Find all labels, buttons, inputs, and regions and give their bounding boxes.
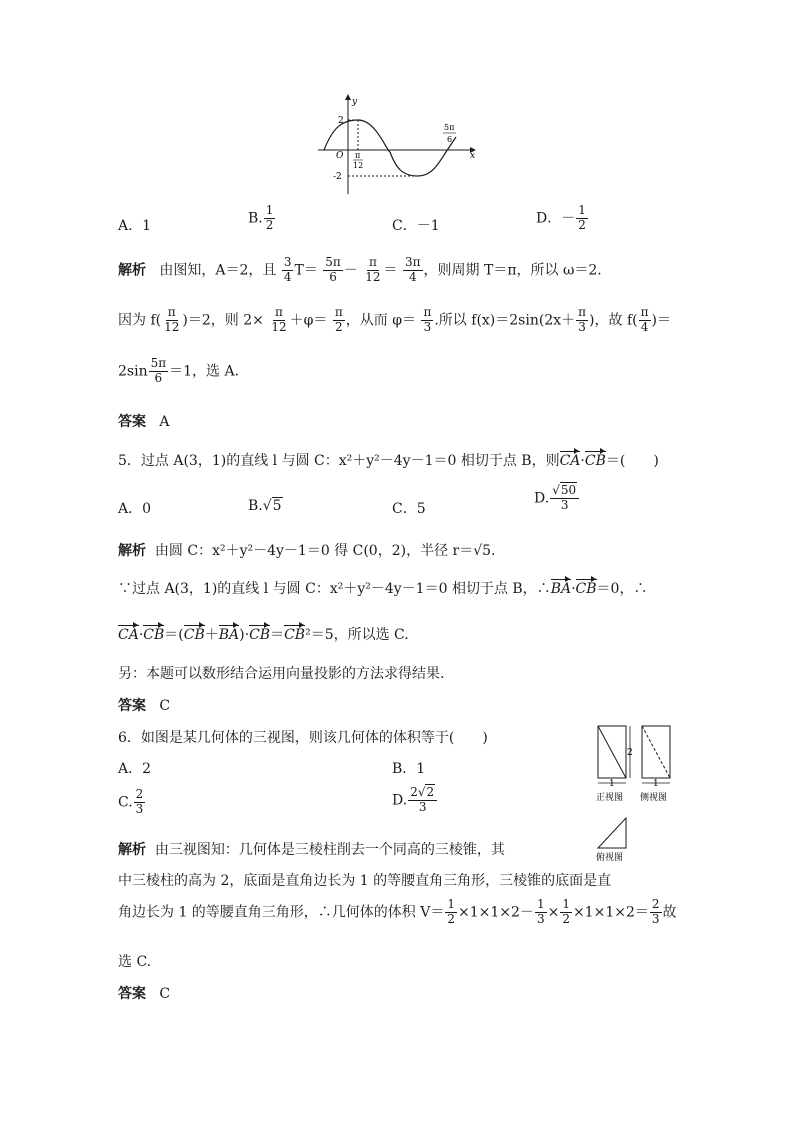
sine-graph bbox=[310, 90, 490, 198]
q5-analysis-line2: ∵过点 A(3，1)的直线 l 与圆 C：x²＋y²－4y－1＝0 相切于点 B，∴BA·CB＝0，∴ bbox=[118, 581, 648, 597]
q6-analysis-line3: 角边长为 1 的等腰直角三角形，∴几何体的体积 V＝ $\frac{1}{2}$ ×1×1×2－ $\frac{1}{3}$ × $\frac{1}{2}$ ×1×1×2＝ $\frac{2}{3}$ 故 bbox=[118, 897, 677, 926]
top-view-caption: 俯视图 bbox=[596, 853, 624, 862]
q5-analysis-line1: 解析 由圆 C：x²＋y²－4y－1＝0 得 C(0，2)，半径 r＝√5. bbox=[118, 543, 496, 559]
q5-analysis-line3: CA·CB＝(CB＋BA)·CB＝CB²＝5，所以选 C. bbox=[118, 627, 409, 643]
q6-analysis-line4: 选 C. bbox=[118, 954, 152, 970]
height-dim-label: 2 bbox=[627, 748, 633, 758]
q4-analysis-line2: 因为 f( $\frac{\pi}{12}$ )＝2，则 2× $\frac{\pi}{12}$ ＋φ＝ $\frac{\pi}{2}$ ，从而 φ＝ $\frac{\pi}{3}$ .所以 f(x)＝2sin(2x＋ $\frac{\pi}{3}$ )，故 f( $\frac{\pi}{4}$ )＝ bbox=[118, 305, 671, 334]
y-axis-label: y bbox=[352, 97, 358, 107]
end-num: 5π bbox=[444, 123, 455, 132]
q4-answer: 答案 A bbox=[118, 414, 170, 430]
q4-option-d: D．－ $\frac{1}{2}$ bbox=[536, 203, 586, 232]
front-view-caption: 正视图 bbox=[596, 793, 624, 803]
q6-analysis-line1: 解析 由三视图知：几何体是三棱柱削去一个同高的三棱锥，其 bbox=[118, 842, 505, 858]
q6-option-c: C. $\frac{2}{3}$ bbox=[118, 787, 144, 816]
q6-option-d: D. $\frac{2√2}{3}$ bbox=[392, 786, 438, 815]
q5-option-b: B.√5 bbox=[248, 498, 282, 514]
three-views-figure bbox=[592, 720, 682, 862]
q6-option-a: A．2 bbox=[118, 761, 152, 777]
side-width-label: 1 bbox=[653, 779, 659, 789]
q6-stem: 6．如图是某几何体的三视图，则该几何体的体积等于( ) bbox=[118, 730, 488, 746]
y-axis-arrow bbox=[345, 94, 351, 100]
q4-option-c: C．－1 bbox=[392, 218, 440, 234]
q6-option-b: B．1 bbox=[392, 761, 426, 777]
x-axis-label: x bbox=[470, 151, 476, 161]
q5-option-a: A．0 bbox=[118, 501, 152, 517]
side-view-caption: 侧视图 bbox=[640, 793, 668, 803]
q4-option-a: A．1 bbox=[118, 218, 152, 234]
q5-note: 另：本题可以数形结合运用向量投影的方法求得结果. bbox=[118, 666, 445, 682]
q5-option-c: C．5 bbox=[392, 501, 426, 517]
q4-analysis-line3: 2sin $\frac{5\pi}{6}$ ＝1，选 A. bbox=[118, 356, 240, 385]
origin-label: O bbox=[336, 151, 344, 161]
front-width-label: 1 bbox=[609, 779, 615, 789]
q4-option-b: B. $\frac{1}{2}$ bbox=[248, 203, 274, 232]
y-min-label: -2 bbox=[333, 172, 342, 182]
side-view-hidden bbox=[642, 726, 670, 778]
q4-analysis-line1: 解析 由图知，A＝2，且 $\frac{3}{4}$ T＝ $\frac{5\pi}{6}$ － $\frac{\pi}{12}$ ＝ $\frac{3\pi}{4}$ ，则周期 T＝π，所以 ω＝2. bbox=[118, 255, 602, 284]
end-den: 6 bbox=[447, 135, 453, 144]
q5-stem: 5．过点 A(3，1)的直线 l 与圆 C：x²＋y²－4y－1＝0 相切于点 B，则CA·CB＝( ) bbox=[118, 453, 659, 469]
q6-answer: 答案 C bbox=[118, 986, 171, 1002]
q6-analysis-line2: 中三棱柱的高为 2，底面是直角边长为 1 的等腰直角三角形，三棱锥的底面是直 bbox=[118, 873, 612, 889]
sine-curve bbox=[324, 120, 456, 176]
x-tick-den: 12 bbox=[353, 161, 364, 170]
x-tick-num: π bbox=[355, 151, 361, 160]
top-view-triangle bbox=[598, 818, 626, 848]
front-view-diagonal bbox=[598, 726, 626, 778]
q5-answer: 答案 C bbox=[118, 698, 171, 714]
y-max-label: 2 bbox=[338, 116, 344, 126]
q5-option-d: D. $\frac{√50}{3}$ bbox=[534, 484, 580, 513]
